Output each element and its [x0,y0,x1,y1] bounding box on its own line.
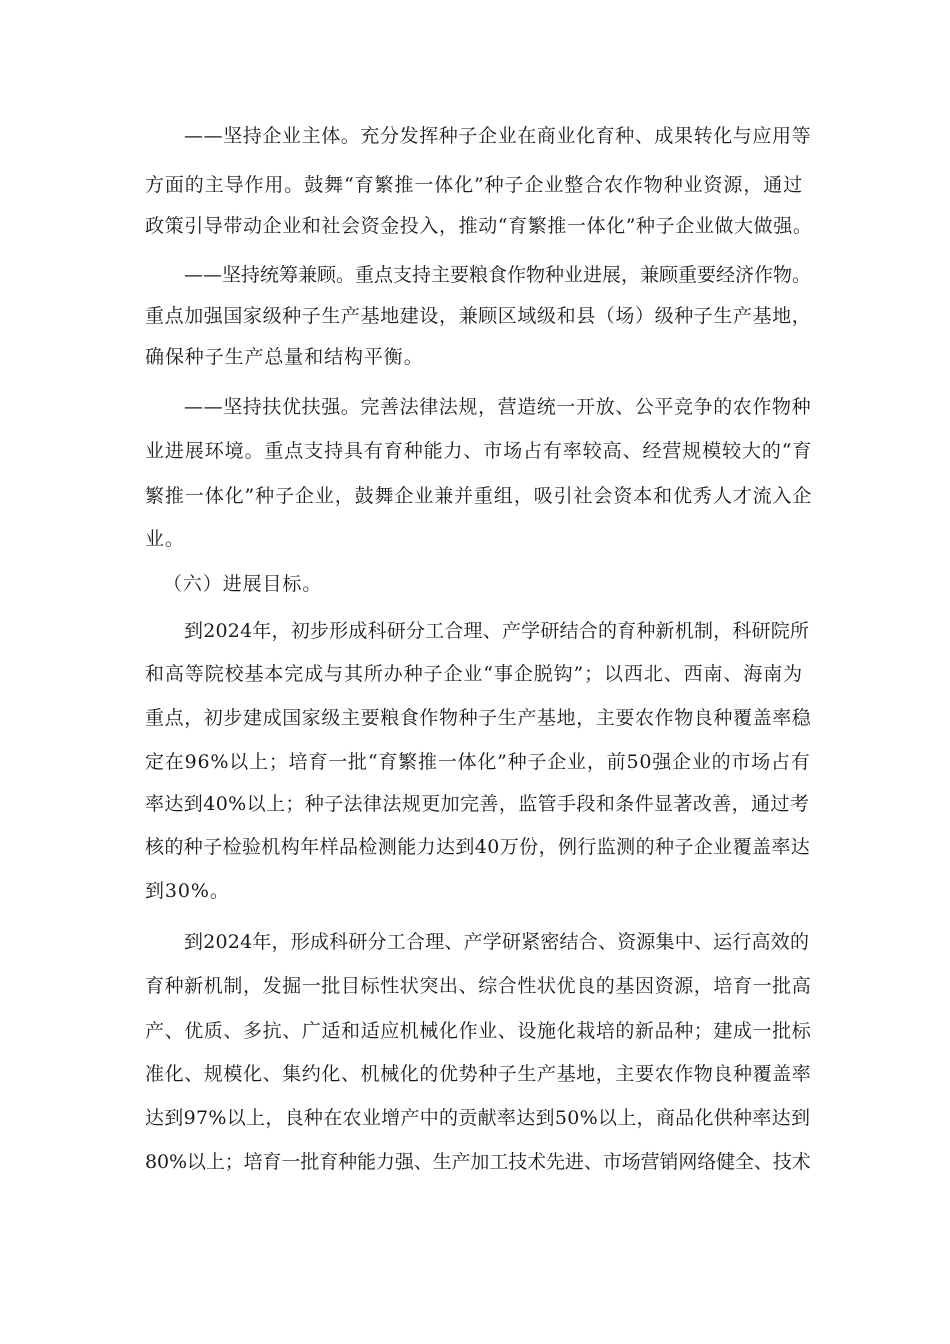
text-line: 重点加强国家级种子生产基地建设，兼顾区域级和县（场）级种子生产基地， [145,305,812,327]
text-line: 政策引导带动企业和社会资金投入，推动“育繁推一体化”种子企业做大做强。 [145,215,813,237]
text-line: 业进展环境。重点支持具有育种能力、市场占有率较高、经营规模较大的“育 [145,440,813,462]
text-line: 和高等院校基本完成与其所办种子企业“事企脱钩”；以西北、西南、海南为 [145,663,804,685]
text-line: 重点，初步建成国家级主要粮食作物种子生产基地，主要农作物良种覆盖率稳 [145,707,812,729]
text-line: 繁推一体化”种子企业，鼓舞企业兼并重组，吸引社会资本和优秀人才流入企 [145,485,813,507]
text-line: 确保种子生产总量和结构平衡。 [145,346,424,368]
text-line: 到2024年，形成科研分工合理、产学研紧密结合、资源集中、运行高效的 [184,931,810,953]
text-line: 定在96%以上；培育一批“育繁推一体化”种子企业，前50强企业的市场占有 [145,751,811,773]
text-line: 业。 [145,528,185,550]
section-heading: （六）进展目标。 [163,573,323,595]
text-line: ——坚持扶优扶强。完善法律法规，营造统一开放、公平竞争的农作物种 [184,396,812,418]
text-line: 到30%。 [145,880,230,902]
text-line: 率达到40%以上；种子法律法规更加完善，监管手段和条件显著改善，通过考 [145,793,810,815]
text-line: 方面的主导作用。鼓舞“育繁推一体化”种子企业整合农作物种业资源，通过 [145,174,804,196]
text-line: ——坚持统筹兼顾。重点支持主要粮食作物种业进展，兼顾重要经济作物。 [184,264,812,286]
text-line: 准化、规模化、集约化、机械化的优势种子生产基地，主要农作物良种覆盖率 [145,1063,812,1085]
text-line: 育种新机制，发掘一批目标性状突出、综合性状优良的基因资源，培育一批高 [145,975,812,997]
text-line: 达到97%以上，良种在农业增产中的贡献率达到50%以上，商品化供种率达到 [145,1107,811,1129]
text-line: 产、优质、多抗、广适和适应机械化作业、设施化栽培的新品种；建成一批标 [145,1020,812,1042]
text-line: 核的种子检验机构年样品检测能力达到40万份，例行监测的种子企业覆盖率达 [145,836,811,858]
text-line: 80%以上；培育一批育种能力强、生产加工技术先进、市场营销网络健全、技术 [145,1151,811,1173]
text-line: ——坚持企业主体。充分发挥种子企业在商业化育种、成果转化与应用等 [184,125,812,147]
text-line: 到2024年，初步形成科研分工合理、产学研结合的育种新机制，科研院所 [184,620,810,642]
